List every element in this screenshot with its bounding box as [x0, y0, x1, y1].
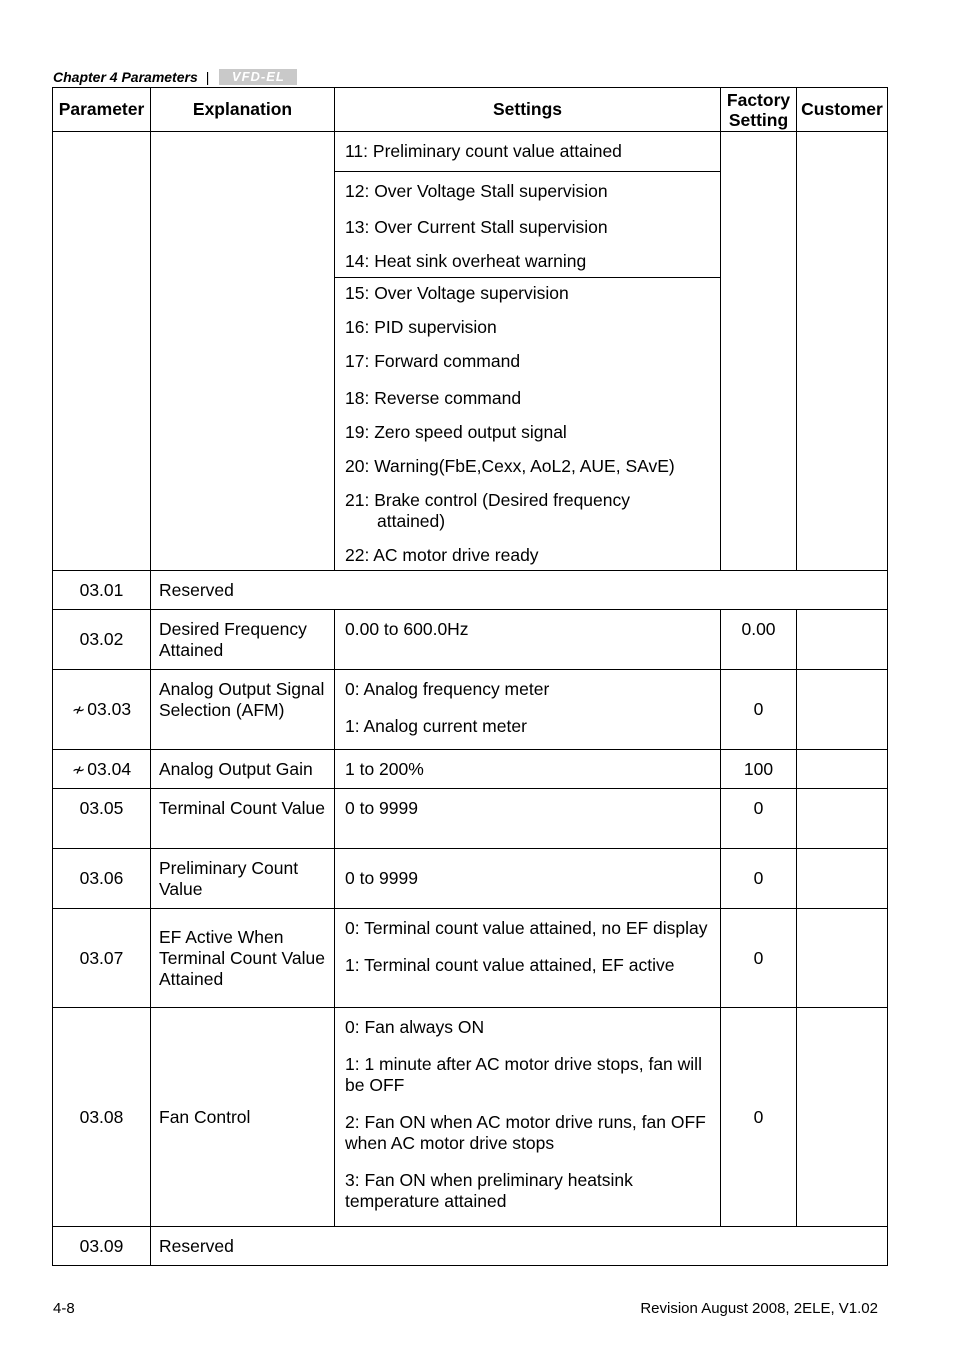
- setting-option: 17: Forward command: [345, 351, 521, 371]
- factory-cell: 0.00: [721, 610, 797, 670]
- setting-option: 11: Preliminary count value attained: [345, 141, 622, 161]
- col-parameter: Parameter: [53, 88, 151, 132]
- param-cell: [53, 670, 151, 750]
- explanation-cell: Terminal Count Value: [151, 789, 335, 849]
- customer-cell: [797, 849, 888, 909]
- factory-cell: 0: [721, 849, 797, 909]
- customer-cell: [797, 132, 888, 571]
- settings-cell: [335, 789, 721, 849]
- setting-option: 0: Terminal count value attained, no EF display: [345, 918, 708, 938]
- col-customer: Customer: [797, 88, 888, 132]
- table-row: [53, 750, 888, 789]
- customer-cell: [797, 750, 888, 789]
- factory-cell: 0: [721, 670, 797, 750]
- settings-cell: [335, 1008, 721, 1227]
- settings-cell: [335, 610, 721, 670]
- table-row: [53, 1008, 888, 1227]
- explanation-cell: Analog Output Signal Selection (AFM): [151, 670, 335, 750]
- param-number: 03.03: [87, 699, 132, 719]
- explanation-cell: Preliminary Count Value: [151, 849, 335, 909]
- revision-note: Revision August 2008, 2ELE, V1.02: [640, 1300, 878, 1317]
- setting-option: 1: 1 minute after AC motor drive stops, fan will be OFF: [345, 1054, 702, 1095]
- setting-option: 15: Over Voltage supervision: [345, 283, 569, 303]
- factory-cell: 0: [721, 1008, 797, 1227]
- param-cell: 03.08: [53, 1008, 151, 1227]
- explanation-cell: Desired Frequency Attained: [151, 610, 335, 670]
- table-row: [53, 571, 888, 610]
- table-row: [53, 132, 888, 571]
- customer-cell: [797, 610, 888, 670]
- factory-cell: 100: [721, 750, 797, 789]
- param-number: 03.04: [87, 758, 132, 779]
- customer-cell: [797, 670, 888, 750]
- table-row: [53, 789, 888, 849]
- param-cell: [53, 750, 151, 789]
- customer-cell: [797, 1008, 888, 1227]
- settings-group: [335, 277, 720, 570]
- param-cell: 03.01: [53, 571, 151, 610]
- header-separator: |: [205, 69, 210, 85]
- settings-cell: [335, 670, 721, 750]
- param-cell: 03.09: [53, 1227, 151, 1266]
- explanation-cell: Reserved: [151, 571, 888, 610]
- setting-option: 2: Fan ON when AC motor drive runs, fan OFF when AC motor drive stops: [345, 1112, 706, 1153]
- factory-cell: 0: [721, 909, 797, 1008]
- explanation-cell: Fan Control: [151, 1008, 335, 1227]
- col-factory-setting: Factory Setting: [721, 88, 797, 132]
- setting-option: 19: Zero speed output signal: [345, 422, 567, 442]
- table-row: [53, 1227, 888, 1266]
- page-number: 4-8: [53, 1300, 75, 1317]
- setting-option: 0 to 9999: [345, 798, 418, 818]
- table-row: [53, 909, 888, 1008]
- pen-icon: ≁: [71, 702, 86, 719]
- setting-option: 1: Terminal count value attained, EF active: [345, 955, 675, 975]
- setting-option: 3: Fan ON when preliminary heatsink temperature attained: [345, 1170, 633, 1211]
- customer-cell: [797, 789, 888, 849]
- customer-cell: [797, 909, 888, 1008]
- setting-option: 1: Analog current meter: [345, 716, 527, 736]
- explanation-cell: EF Active When Terminal Count Value Attained: [151, 909, 335, 1008]
- setting-option: 12: Over Voltage Stall supervision: [345, 181, 608, 201]
- param-cell: 03.07: [53, 909, 151, 1008]
- col-settings: Settings: [335, 88, 721, 132]
- explanation-cell: Analog Output Gain: [151, 750, 335, 789]
- settings-cell: [335, 132, 721, 571]
- table-row: [53, 610, 888, 670]
- col-explanation: Explanation: [151, 88, 335, 132]
- settings-group: [335, 171, 720, 277]
- settings-cell: [335, 909, 721, 1008]
- vfd-el-logo: VFD-EL: [219, 69, 297, 85]
- table-row: [53, 670, 888, 750]
- setting-option: 22: AC motor drive ready: [345, 545, 539, 565]
- pen-icon: ≁: [71, 761, 86, 779]
- factory-cell: 0: [721, 789, 797, 849]
- table-row: [53, 849, 888, 909]
- param-cell: 03.05: [53, 789, 151, 849]
- parameter-table: [52, 87, 888, 1266]
- chapter-title: Chapter 4 Parameters: [53, 69, 198, 85]
- setting-option: 20: Warning(FbE,Cexx, AoL2, AUE, SAvE): [345, 456, 675, 476]
- explanation-cell: Reserved: [151, 1227, 888, 1266]
- setting-option: 16: PID supervision: [345, 317, 497, 337]
- param-cell: [53, 132, 151, 571]
- param-cell: 03.02: [53, 610, 151, 670]
- setting-option: 13: Over Current Stall supervision: [345, 217, 608, 237]
- setting-option: 18: Reverse command: [345, 388, 522, 408]
- table-header-row: [53, 88, 888, 132]
- settings-group: [335, 132, 720, 171]
- explanation-cell: [151, 132, 335, 571]
- param-cell: 03.06: [53, 849, 151, 909]
- setting-option: 21: Brake control (Desired frequency attained): [345, 490, 630, 531]
- settings-cell: 0 to 9999: [335, 849, 721, 909]
- setting-option: 14: Heat sink overheat warning: [345, 251, 587, 271]
- setting-option: 0: Fan always ON: [345, 1017, 485, 1037]
- setting-option: 0.00 to 600.0Hz: [345, 619, 469, 639]
- settings-cell: 1 to 200%: [335, 750, 721, 789]
- setting-option: 0: Analog frequency meter: [345, 679, 550, 699]
- page-header: [53, 66, 297, 88]
- factory-cell: [721, 132, 797, 571]
